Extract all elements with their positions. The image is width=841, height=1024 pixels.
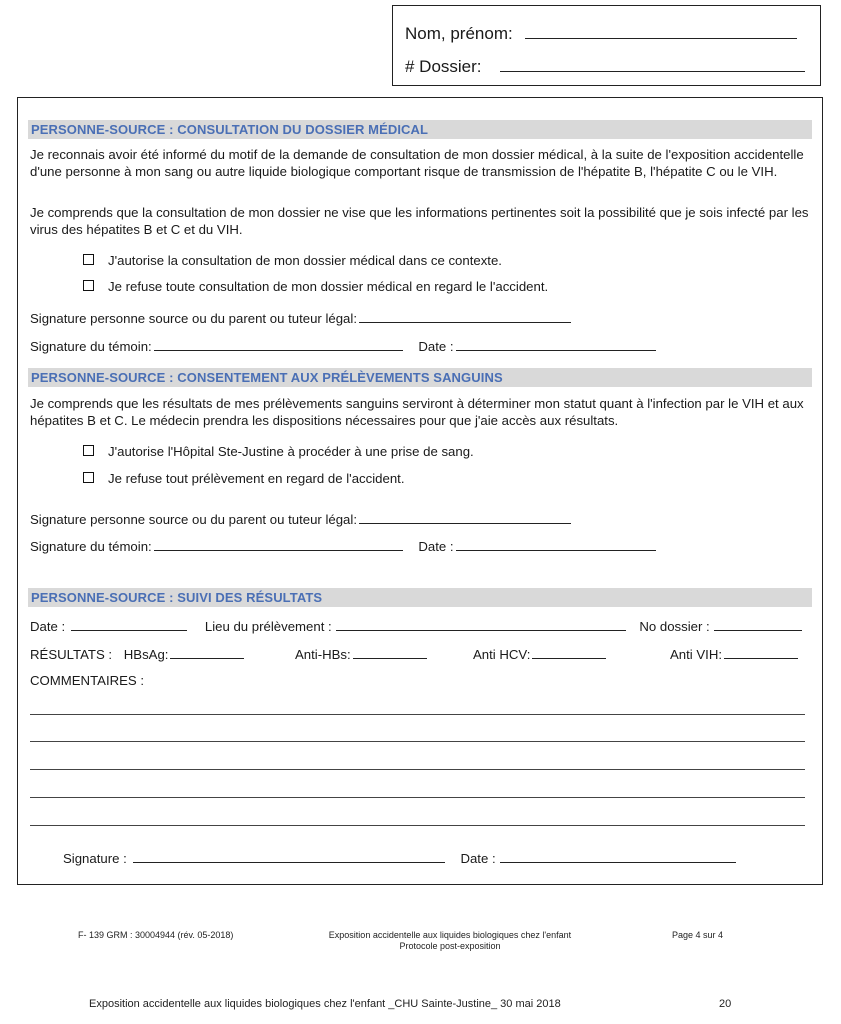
file-field[interactable]	[500, 59, 805, 72]
signature-field[interactable]	[359, 511, 571, 524]
file-no-field[interactable]	[714, 618, 802, 631]
document-footer-text: Exposition accidentelle aux liquides biologiques chez l'enfant _CHU Sainte-Justine_ 30 mai 2018	[89, 998, 561, 1010]
section1-signature-row	[30, 310, 571, 327]
section3-heading: PERSONNE-SOURCE : SUIVI DES RÉSULTATS	[28, 588, 812, 607]
results-label: RÉSULTATS :	[30, 647, 113, 662]
antivih-group	[670, 646, 798, 663]
checkbox-icon[interactable]	[83, 280, 94, 291]
antihbs-label: Anti-HBs:	[295, 647, 351, 662]
file-no-label: No dossier :	[639, 619, 710, 634]
section2-signature-row	[30, 511, 571, 528]
section2-option-authorize[interactable]	[83, 444, 474, 460]
comments-label: COMMENTAIRES :	[30, 673, 145, 688]
comment-line[interactable]	[30, 714, 805, 715]
date-label: Date :	[418, 339, 454, 354]
section2-option-refuse[interactable]	[83, 471, 404, 487]
section3-results-row	[30, 646, 244, 663]
hbsag-label: HBsAg:	[123, 647, 169, 662]
page-indicator: Page 4 sur 4	[672, 930, 724, 940]
date-label: Date :	[30, 619, 66, 634]
antihbs-field[interactable]	[353, 646, 427, 659]
place-field[interactable]	[336, 618, 626, 631]
witness-field[interactable]	[154, 538, 403, 551]
option-label: Je refuse tout prélèvement en regard de l'accident.	[108, 471, 405, 486]
patient-id-box	[392, 5, 821, 86]
section2-heading: PERSONNE-SOURCE : CONSENTEMENT AUX PRÉLÈVEMENTS SANGUINS	[28, 368, 812, 387]
comment-line[interactable]	[30, 769, 805, 770]
antihbs-group	[295, 646, 427, 663]
footer-title-line1: Exposition accidentelle aux liquides biologiques chez l'enfant	[328, 930, 572, 940]
section3-info-row	[30, 618, 802, 635]
page-number: 20	[719, 998, 732, 1010]
antihcv-field[interactable]	[532, 646, 606, 659]
file-label: # Dossier:	[405, 57, 482, 76]
section1-heading: PERSONNE-SOURCE : CONSULTATION DU DOSSIER MÉDICAL	[28, 120, 812, 139]
signature-field[interactable]	[133, 850, 445, 863]
section1-option-refuse[interactable]	[83, 279, 548, 295]
checkbox-icon[interactable]	[83, 254, 94, 265]
checkbox-icon[interactable]	[83, 445, 94, 456]
section1-paragraph2: Je comprends que la consultation de mon dossier ne vise que les informations pertinentes soit la possibilité que je sois infecté par les virus des hépatites B et C et du VIH.	[30, 205, 809, 237]
form-frame	[17, 97, 823, 885]
signature-label: Signature personne source ou du parent ou tuteur légal:	[30, 512, 357, 527]
witness-label: Signature du témoin:	[30, 339, 152, 354]
comment-line[interactable]	[30, 825, 805, 826]
form-code: F- 139 GRM : 30004944 (rév. 05-2018)	[78, 930, 234, 940]
signature-label: Signature personne source ou du parent ou tuteur légal:	[30, 311, 357, 326]
checkbox-icon[interactable]	[83, 472, 94, 483]
footer-title-line2: Protocole post-exposition	[399, 941, 501, 951]
signature-field[interactable]	[359, 310, 571, 323]
section2-paragraph: Je comprends que les résultats de mes prélèvements sanguins serviront à déterminer mon statut quant à l'infection par le VIH et aux hépatites B et C. Le médecin prendra les dispositions nécessaires pour que j'aie accès aux résultats.	[30, 396, 804, 428]
date-field[interactable]	[456, 538, 656, 551]
witness-field[interactable]	[154, 338, 403, 351]
option-label: J'autorise la consultation de mon dossier médical dans ce contexte.	[108, 253, 502, 268]
hbsag-field[interactable]	[170, 646, 244, 659]
date-label: Date :	[418, 539, 454, 554]
file-row	[405, 57, 805, 77]
name-field[interactable]	[525, 26, 797, 39]
option-label: Je refuse toute consultation de mon dossier médical en regard le l'accident.	[108, 279, 549, 294]
option-label: J'autorise l'Hôpital Ste-Justine à procéder à une prise de sang.	[108, 444, 474, 459]
section1-witness-row	[30, 338, 656, 355]
antivih-label: Anti VIH:	[670, 647, 723, 662]
name-row	[405, 24, 797, 44]
date-field[interactable]	[71, 618, 187, 631]
date-field[interactable]	[456, 338, 656, 351]
comment-line[interactable]	[30, 741, 805, 742]
footer-title	[300, 930, 600, 952]
date-label: Date :	[460, 851, 496, 866]
section2-witness-row	[30, 538, 656, 555]
comment-line[interactable]	[30, 797, 805, 798]
section3-signature-row	[63, 850, 736, 867]
antihcv-group	[473, 646, 606, 663]
name-label: Nom, prénom:	[405, 24, 513, 43]
date-field[interactable]	[500, 850, 736, 863]
place-label: Lieu du prélèvement :	[204, 619, 332, 634]
signature-label: Signature :	[63, 851, 127, 866]
section1-paragraph1: Je reconnais avoir été informé du motif de la demande de consultation de mon dossier médical, à la suite de l'exposition accidentelle d'une personne à mon sang ou autre liquide biologique comportant risque de transmission de l'hépatite B, l'hépatite C ou le VIH.	[30, 147, 804, 179]
witness-label: Signature du témoin:	[30, 539, 152, 554]
antivih-field[interactable]	[724, 646, 798, 659]
antihcv-label: Anti HCV:	[473, 647, 531, 662]
section1-option-authorize[interactable]	[83, 253, 502, 269]
